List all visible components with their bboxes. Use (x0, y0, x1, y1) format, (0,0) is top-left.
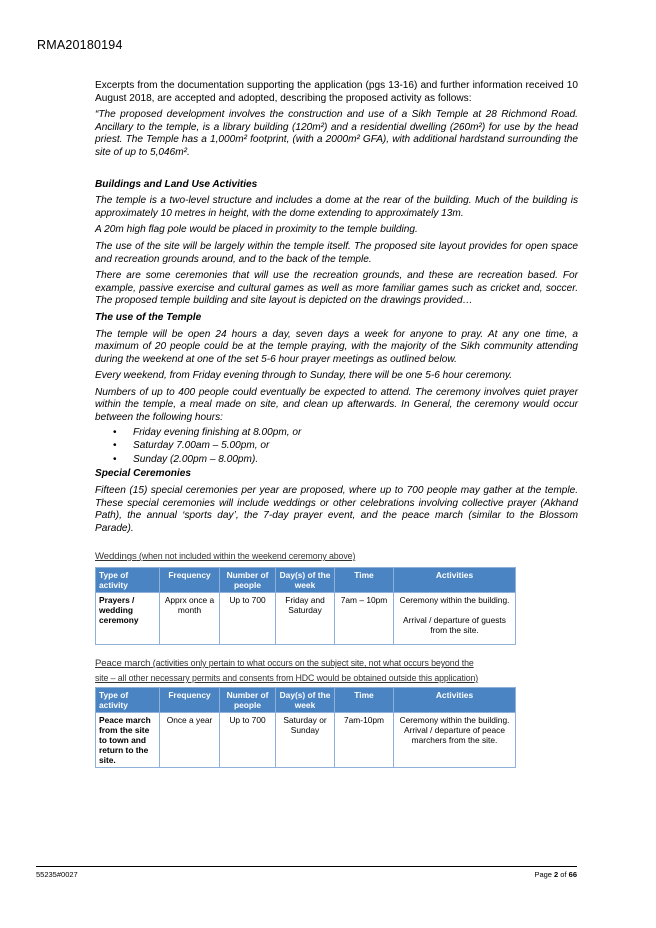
document-reference: RMA20180194 (37, 38, 123, 52)
activity-text: Arrival / departure of guests from the site. (403, 615, 506, 635)
table-cell: 7am-10pm (335, 713, 394, 768)
section-heading: The use of the Temple (95, 311, 202, 323)
table-row (96, 713, 516, 768)
list-item: • Sunday (2.00pm – 8.00pm). (113, 453, 259, 465)
table-header-row (96, 568, 516, 593)
footer-document-number: 55235#0027 (36, 870, 78, 879)
column-header: Activities (394, 688, 516, 713)
column-header: Type of activity (96, 688, 160, 713)
section-heading: Buildings and Land Use Activities (95, 178, 258, 190)
table-cell (394, 713, 516, 768)
column-header: Day(s) of the week (276, 568, 335, 593)
column-header: Number of people (220, 688, 276, 713)
paragraph: The temple is a two-level structure and includes a dome at the rear of the building. Much of the building is approximately 10 metres in height, with the dome extending to approximately 13m. (95, 195, 578, 219)
table-cell: Saturday or Sunday (276, 713, 335, 768)
column-header: Time (335, 568, 394, 593)
activity-text: Ceremony within the building. (399, 715, 510, 725)
document-body (95, 80, 578, 535)
paragraph: The use of the site will be largely within the temple itself. The proposed site layout provides for open space and recreation grounds around, and to the back of the temple. (95, 240, 578, 265)
footer-page-number: Page 2 of 66 (534, 870, 577, 879)
column-header: Number of people (220, 568, 276, 593)
hours-list (95, 426, 578, 467)
bullet-icon: • (113, 426, 117, 438)
paragraph: There are some ceremonies that will use the recreation grounds, and these are recreation based. For example, passive exercise and cultural games as well as more familiar games such as cricket and, soccer. The proposed temple building and site layout is depicted on the drawings provided… (95, 270, 578, 307)
activity-text: Arrival / departure of peace marchers from the site. (403, 725, 506, 745)
peace-march-table-caption: Peace march (activities only pertain to what occurs on the subject site, not what occurs beyond the (95, 658, 474, 669)
column-header: Activities (394, 568, 516, 593)
peace-march-table (95, 687, 516, 768)
paragraph: The temple will be open 24 hours a day, seven days a week for anyone to pray. At any one time, a maximum of 20 people could be at the temple praying, with the majority of the Sikh community attending during the weekend at one of the set 5-6 hour prayer meetings as outlined below. (95, 328, 578, 365)
paragraph: Fifteen (15) special ceremonies per year are proposed, where up to 700 people may gather at the temple. These special ceremonies will include weddings or other celebrations involving collective prayer (Akhand Path), the annual ‘sports day’, the 7-day prayer event, and the peace march (similar to the Blossom Parade). (95, 485, 578, 534)
section-heading: Special Ceremonies (95, 468, 191, 480)
peace-march-table-caption-line-2: site – all other necessary permits and consents from HDC would be obtained outside this application) (95, 673, 479, 683)
table-cell: Peace march from the site to town and return to the site. (96, 713, 160, 768)
weddings-table-caption: Weddings (when not included within the weekend ceremony above) (95, 551, 356, 562)
footer-divider (36, 866, 577, 867)
table-cell: Apprx once a month (160, 593, 220, 645)
table-row (96, 593, 516, 645)
column-header: Day(s) of the week (276, 688, 335, 713)
table-cell: Once a year (160, 713, 220, 768)
quoted-description: “The proposed development involves the construction and use of a Sikh Temple at 28 Richmond Road. Ancillary to the temple, is a library building (120m²) and a residential dwelling (260m²) for use by the head priest. The Temple has a 1,000m² footprint, (with a 2000m² GFA), with additional hardstand surrounding the site of up to 5,046m². (95, 109, 578, 158)
table-cell: Friday and Saturday (276, 593, 335, 645)
bullet-icon: • (113, 440, 117, 452)
column-header: Frequency (160, 688, 220, 713)
table-cell: Prayers / wedding ceremony (96, 593, 160, 645)
paragraph: Every weekend, from Friday evening through to Sunday, there will be one 5-6 hour ceremony. (95, 370, 513, 382)
intro-paragraph: Excerpts from the documentation supporting the application (pgs 13-16) and further information received 10 August 2018, are accepted and adopted, describing the proposed activity as follows: (95, 80, 578, 104)
column-header: Type of activity (96, 568, 160, 593)
column-header: Time (335, 688, 394, 713)
table-cell: 7am – 10pm (335, 593, 394, 645)
paragraph: A 20m high flag pole would be placed in proximity to the temple building. (95, 224, 418, 236)
table-cell: Up to 700 (220, 593, 276, 645)
list-item: • Saturday 7.00am – 5.00pm, or (113, 440, 270, 452)
table-cell (394, 593, 516, 645)
activity-text: Ceremony within the building. (399, 595, 510, 605)
table-header-row (96, 688, 516, 713)
table-cell: Up to 700 (220, 713, 276, 768)
weddings-table (95, 567, 516, 645)
paragraph: Numbers of up to 400 people could eventually be expected to attend. The ceremony involves quiet prayer within the temple, a meal made on site, and clean up afterwards. In General, the ceremony would occur between the following hours: (95, 386, 578, 424)
bullet-icon: • (113, 453, 117, 465)
column-header: Frequency (160, 568, 220, 593)
list-item: • Friday evening finishing at 8.00pm, or (113, 426, 302, 438)
